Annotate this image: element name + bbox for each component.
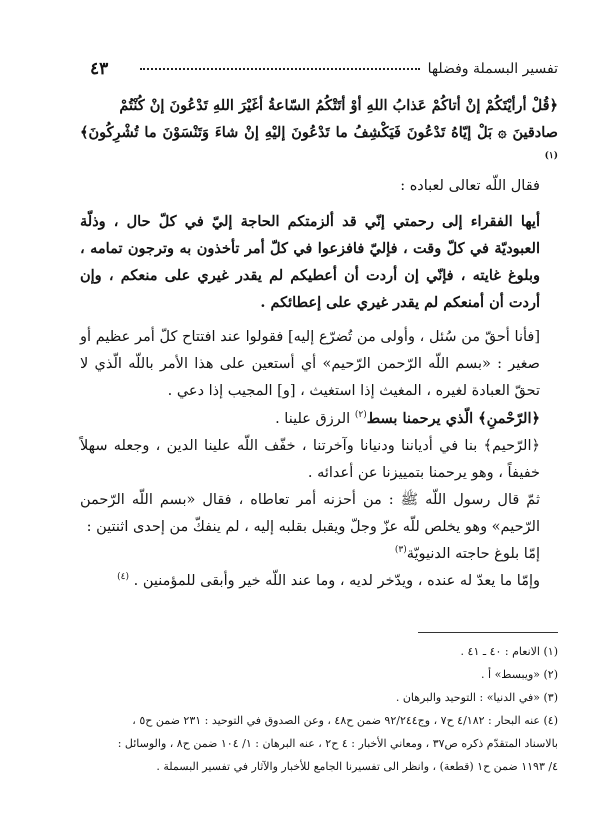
quran-verse-line-1: ﴿قُلْ أرأيْتَكُمْ إنْ أتاكُمْ عَذابُ اللهِ أوْ أتَتْكُمُ السّاعةُ أغَيْرَ اللهِ تَدْعُونَ إنْ كُنْتُمْ [119,97,558,114]
footnote-1: (١) الانعام : ٤٠ ـ ٤١ . [460,645,558,658]
option-2-text: وإمّا ما يعدّ له عنده ، ويدّخر لديه ، وما عند اللّه خير وأبقى للمؤمنين . [129,573,540,589]
footnote-4-line-1: (٤) عنه البحار : ٤/١٨٢ ح٧ ، وج٩٢/٢٤٤ ضمن ح٤٨ ، وعن الصدوق في التوحيد : ٢٣١ ضمن ح٥ ، [132,714,558,727]
paragraph-intro: فقال اللّه تعالى لعباده : [400,178,540,194]
footnote-3: (٣) «في الدنيا» : التوحيد والبرهان . [395,691,558,704]
footnote-ref-4: (٤) [117,572,130,583]
paragraph-address: أيها الفقراء إلى رحمتي إنّي قد ألزمتكم الحاجة إليّ في كلّ حال ، وذلّة العبوديّة في كلّ وقت ، فإليّ فافزعوا في كلّ أمر تأخذون به وترجون تمامه ، وبلوغ غايته ، فإنّي إن أردت أن أعطيكم لم يقدر غيري على منعكم ، وإن أردت أن أمنعكم لم يقدر غيري على إعطائكم . [80,213,540,311]
page-number: ٤٣ [90,59,109,79]
footnote-ref-2: (٢) [354,410,367,421]
paragraph-option-2 [80,568,558,595]
rahman-text: ﴿الرّحْمنِ﴾ الّذي يرحمنا بسط [366,410,540,427]
main-text [80,92,558,595]
footnote-4-line-3: ٤/ ١١٩٣ ضمن ح١ (قطعة) ، وانظر الى تفسيرنا الجامع للأخبار والآثار في تفسير البسملة . [156,760,558,773]
footnote-divider [418,632,558,633]
option-1-text: إمّا بلوغ حاجته الدنيويّة [406,546,540,562]
footnote-ref-1: (١) [544,151,558,162]
paragraph-rahman [80,405,558,433]
paragraph-hadith: ثمّ قال رسول اللّه ﷺ : من أحزنه أمر تعاطاه ، فقال «بسم اللّه الرّحمن الرّحيم» وهو يخلص للّه عزّ وجلّ ويقبل بقلبه إليه ، لم ينفكّ من إحدى اثنتين : [80,492,540,535]
running-title: تفسير البسملة وفضلها [427,61,558,77]
quran-verse-line-2 [80,119,558,173]
paragraph-rahim: ﴿الرّحيم﴾ بنا في أدياننا ودنيانا وآخرتنا ، خفّف اللّه علينا الدين ، وجعله سهلاً خفيفاً ، وهو يرحمنا بتمييزنا عن أعدائه . [80,438,540,481]
verse-text: صادقينَ ۞ بَلْ إيّاهُ تَدْعُونَ فَيَكْشِفُ ما تَدْعُونَ إليْهِ إنْ شاءَ وَتَنْسَوْنَ ما تُشْرِكُونَ﴾ [80,124,558,141]
footnote-ref-3: (٣) [394,545,407,556]
footnote-2: (٢) «ويبسط» أ . [481,668,558,681]
page-header [90,58,558,80]
footnote-4-line-2: بالاسناد المتقدّم ذكره ص٣٧ ، ومعاني الأخبار : ٤ ح٢ ، عنه البرهان : ١/ ١٠٤ ضمن ح٨ ، والوسائل : [117,737,558,750]
rahman-text-end: الرزق علينا . [275,411,355,427]
footnotes [80,640,558,778]
paragraph-basmala: [فأنا أحقّ من سُئل ، وأولى من تُضرّع إليه] فقولوا عند افتتاح كلّ أمر عظيم أو صغير : «بسم اللّه الرّحمن الرّحيم» أي أستعين على هذا الأمر باللّه الّذي لا تحقّ العبادة لغيره ، المغيث إذا استغيث ، [و] المجيب إذا دعي . [80,329,540,399]
header-dotted-rule [140,68,420,70]
paragraph-option-1 [80,541,558,568]
